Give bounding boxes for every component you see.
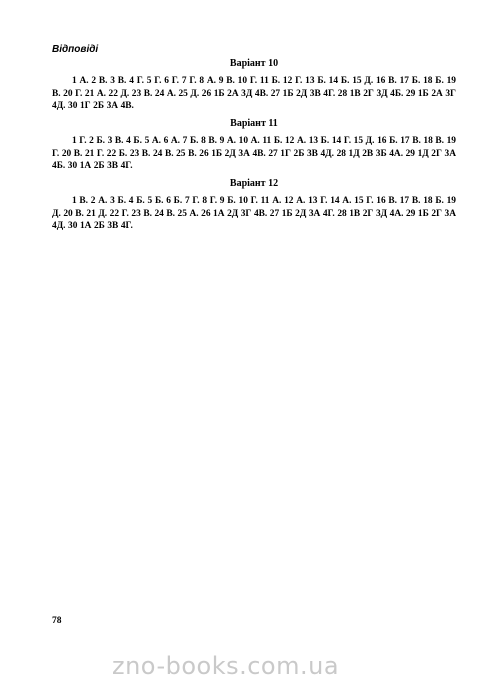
variant-answers: 1 Г. 2 Б. 3 В. 4 Б. 5 А. 6 А. 7 Б. 8 В. 9 А. 10 А. 11 Б. 12 А. 13 Б. 14 Г. 15 Д. 16 Б. 17 В. 18 В. 19 Г. 20 В. 21 Г. 22 Б. 23 В. 24 В. 25 В. 26 1Б 2Д 3А 4В. 27 1Г 2Б 3В 4Д. 28 1Д 2В 3Б 4А. 29 1Д 2Г 3А 4Б. 30 1А 2Б 3В 4Г. [52, 136, 456, 171]
page-number: 78 [52, 616, 62, 626]
variant-title: Варіант 12 [229, 178, 279, 189]
variant-title: Варіант 10 [229, 58, 279, 69]
variant-11-block [52, 118, 456, 173]
variant-title: Варіант 11 [230, 118, 278, 129]
variant-answers: 1 А. 2 В. 3 В. 4 Г. 5 Г. 6 Г. 7 Г. 8 А. 9 В. 10 Г. 11 Б. 12 Г. 13 Б. 14 Б. 15 Д. 16 В. 17 Б. 18 Б. 19 В. 20 Г. 21 А. 22 Д. 23 В. 24 А. 25 Д. 26 1Б 2А 3Д 4В. 27 1Б 2Д 3В 4Г. 28 1В 2Г 3Д 4Б. 29 1Б 2А 3Г 4Д. 30 1Г 2Б 3А 4В. [52, 76, 456, 111]
section-header: Відповіді [52, 44, 99, 55]
watermark: zno-books.com.ua [112, 652, 340, 680]
variant-answers: 1 В. 2 А. 3 Б. 4 Б. 5 Б. 6 Б. 7 Г. 8 Г. 9 Б. 10 Г. 11 А. 12 А. 13 Г. 14 А. 15 Г. 16 В. 17 В. 18 Б. 19 Д. 20 В. 21 Д. 22 Г. 23 В. 24 В. 25 А. 26 1А 2Д 3Г 4В. 27 1Б 2Д 3А 4Г. 28 1В 2Г 3Д 4А. 29 1Б 2Г 3А 4Д. 30 1А 2Б 3В 4Г. [52, 196, 456, 231]
variant-12-block [52, 178, 456, 233]
variant-10-block [52, 58, 456, 113]
